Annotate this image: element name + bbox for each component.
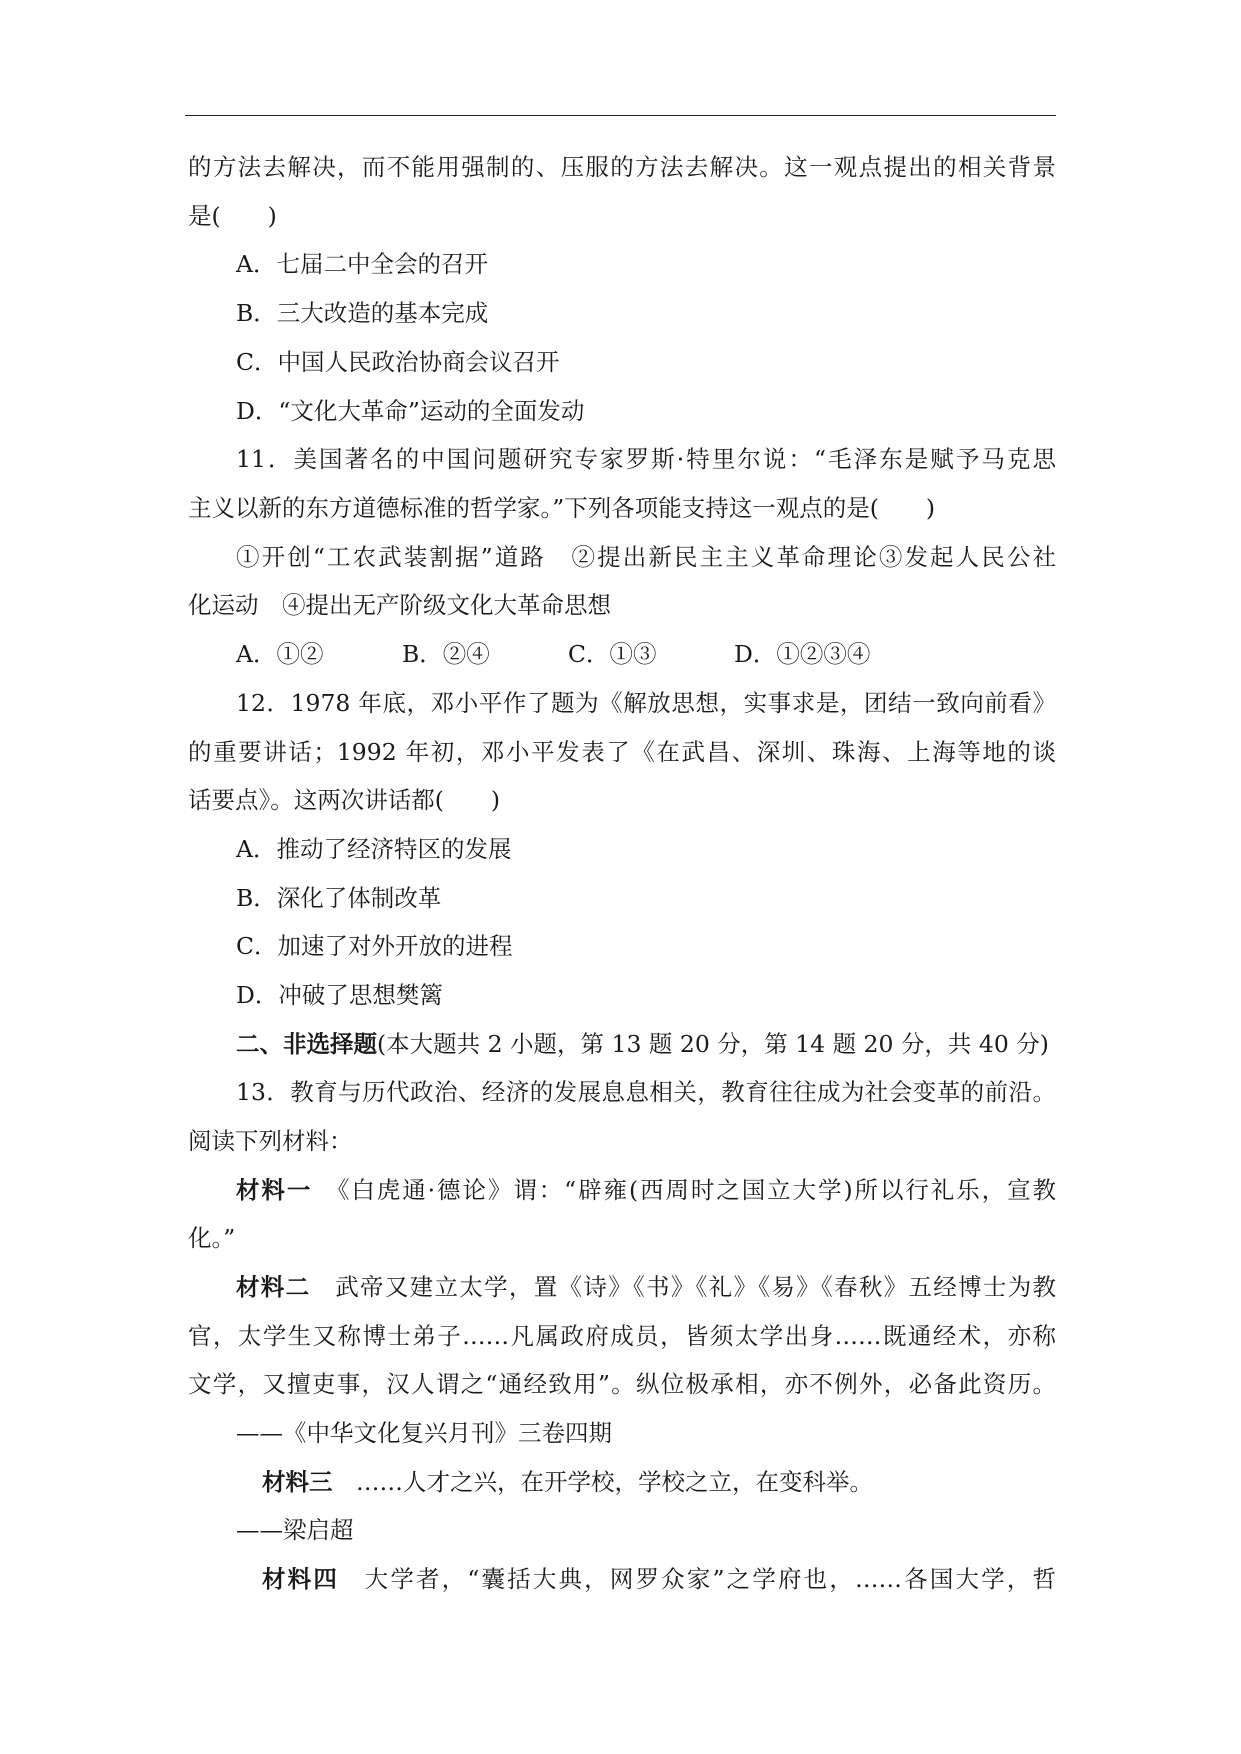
material-2-continued-1: 官，太学生又称博士弟子……凡属政府成员，皆须太学出身……既通经术，亦称 <box>188 1322 1056 1350</box>
material-4-label: 材料四 <box>262 1565 339 1593</box>
q10-option-c: C．中国人民政治协商会议召开 <box>236 348 560 376</box>
material-2-continued-2: 文学，又擅吏事，汉人谓之“通经致用”。纵位极承相，亦不例外，必备此资历。 <box>188 1370 1056 1398</box>
material-2-label: 材料二 <box>236 1273 311 1301</box>
q10-continued-line-2: 是( ) <box>188 202 277 230</box>
material-1 <box>236 1175 1056 1205</box>
q10-option-d: D．“文化大革命”运动的全面发动 <box>236 397 585 425</box>
material-2-text: 武帝又建立太学，置《诗》《书》《礼》《易》《春秋》五经博士为教 <box>310 1273 1057 1301</box>
section-2-heading <box>236 1029 1049 1059</box>
q11-line-2: 主义以新的东方道德标准的哲学家。”下列各项能支持这一观点的是( ) <box>188 494 936 522</box>
q12-option-d: D．冲破了思想樊篱 <box>236 981 443 1009</box>
q12-line-2: 的重要讲话；1992 年初，邓小平发表了《在武昌、深圳、珠海、上海等地的谈 <box>188 738 1056 766</box>
material-3-text: ……人才之兴，在开学校，学校之立，在变科举。 <box>332 1468 873 1496</box>
q12-line-3: 话要点》。这两次讲话都( ) <box>188 786 501 814</box>
material-3-label: 材料三 <box>262 1468 333 1496</box>
q13-line-2: 阅读下列材料： <box>188 1127 353 1155</box>
material-4-text: 大学者，“囊括大典，网罗众家”之学府也，……各国大学，哲 <box>339 1565 1056 1593</box>
q12-line-1: 12．1978 年底，邓小平作了题为《解放思想，实事求是，团结一致向前看》 <box>236 689 1056 717</box>
q12-option-a: A．推动了经济特区的发展 <box>236 835 512 863</box>
header-rule <box>185 115 1056 116</box>
material-3-source: ——梁启超 <box>236 1516 354 1544</box>
q12-option-b: B．深化了体制改革 <box>236 884 442 912</box>
q13-line-1: 13．教育与历代政治、经济的发展息息相关，教育往往成为社会变革的前沿。 <box>236 1078 1056 1106</box>
section-2-note: (本大题共 2 小题，第 13 题 20 分，第 14 题 20 分，共 40 分) <box>377 1030 1049 1058</box>
q11-option-b: B．②④ <box>402 640 490 668</box>
material-4 <box>262 1564 1056 1594</box>
q11-option-c: C．①③ <box>568 640 657 668</box>
q11-option-d: D．①②③④ <box>734 640 871 668</box>
material-1-text: 《白虎通·德论》谓：“辟雍(西周时之国立大学)所以行礼乐，宣教 <box>312 1176 1057 1204</box>
material-2-source: ——《中华文化复兴月刊》三卷四期 <box>236 1419 612 1447</box>
material-1-continued: 化。” <box>188 1224 236 1252</box>
q11-line-1: 11．美国著名的中国问题研究专家罗斯·特里尔说：“毛泽东是赋予马克思 <box>236 445 1056 473</box>
q12-option-c: C．加速了对外开放的进程 <box>236 932 513 960</box>
q10-option-b: B．三大改造的基本完成 <box>236 299 489 327</box>
material-3 <box>262 1467 873 1497</box>
q10-option-a: A．七届二中全会的召开 <box>236 250 488 278</box>
section-2-title: 二、非选择题 <box>236 1030 377 1058</box>
q10-continued-line-1: 的方法去解决，而不能用强制的、压服的方法去解决。这一观点提出的相关背景 <box>188 153 1056 181</box>
material-1-label: 材料一 <box>236 1176 313 1204</box>
q11-items-line-1: ①开创“工农武装割据”道路 ②提出新民主主义革命理论③发起人民公社 <box>236 543 1056 571</box>
q11-items-line-2: 化运动 ④提出无产阶级文化大革命思想 <box>188 591 611 619</box>
material-2 <box>236 1272 1056 1302</box>
q11-option-a: A．①② <box>236 640 324 668</box>
